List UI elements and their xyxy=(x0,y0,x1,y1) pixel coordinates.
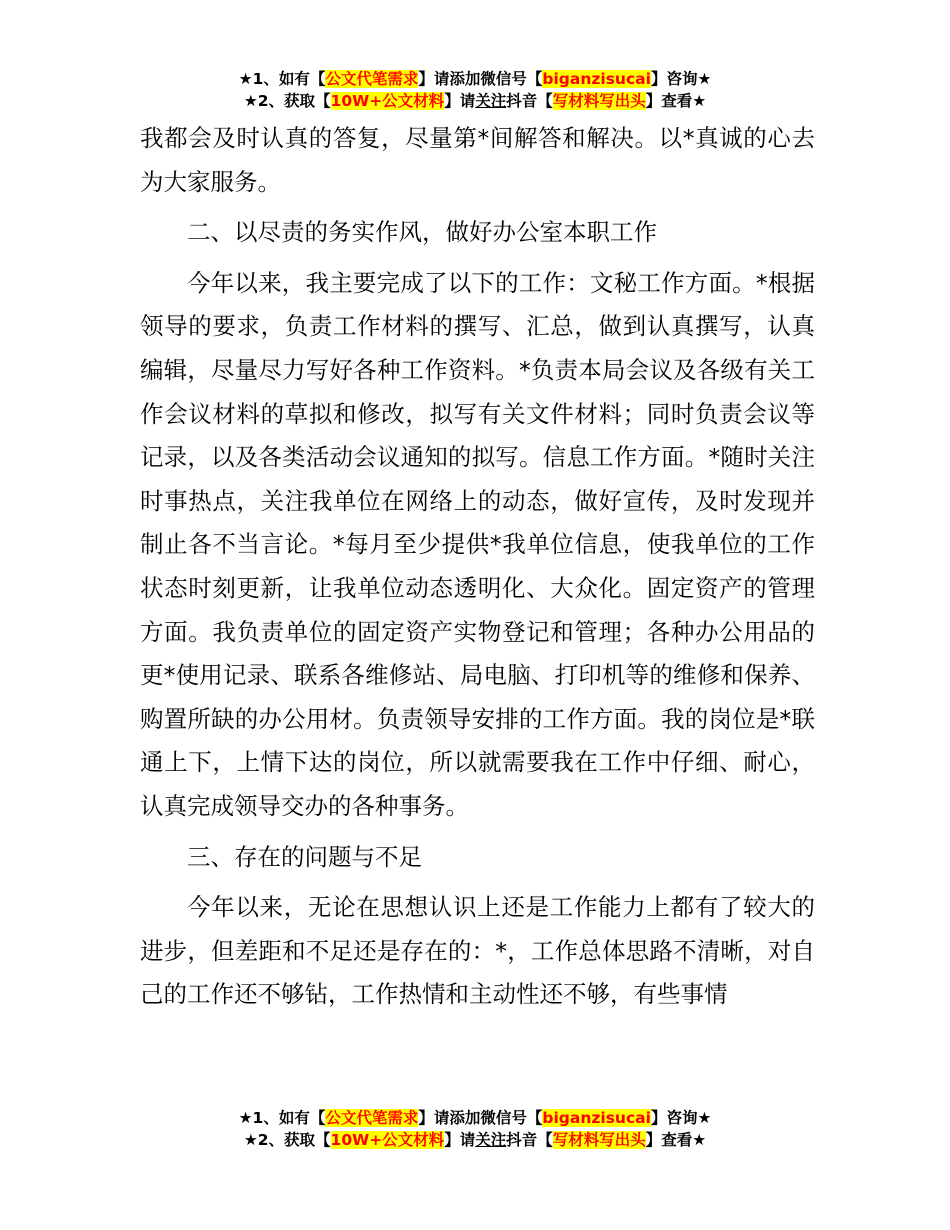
notice-text: 微信号【 xyxy=(480,70,543,88)
footer-notice xyxy=(0,1107,950,1151)
notice-text: 抖音【 xyxy=(506,1131,553,1149)
highlight-wechat-id: biganzisucai xyxy=(542,1109,651,1127)
star-icon: ★ xyxy=(243,1131,258,1149)
notice-text: 】请 xyxy=(444,1131,476,1149)
highlight-materials: 10W+公文材料 xyxy=(330,1131,445,1149)
star-icon: ★ xyxy=(697,70,712,88)
star-icon: ★ xyxy=(697,1109,712,1127)
notice-line-1 xyxy=(0,68,950,90)
star-icon: ★ xyxy=(238,70,253,88)
header-notice xyxy=(0,68,950,112)
paragraph-problems: 今年以来，无论在思想认识上还是工作能力上都有了较大的进步，但差距和不足还是存在的：*，工作总体思路不清晰，对自己的工作还不够钻，工作热情和主动性还不够，有些事情 xyxy=(140,893,815,1009)
notice-text: 】请添加 xyxy=(418,1109,481,1127)
notice-text: 抖音【 xyxy=(506,92,553,110)
star-icon: ★ xyxy=(238,1109,253,1127)
notice-line-2 xyxy=(0,1129,950,1151)
underlined-follow: 关注 xyxy=(475,92,507,110)
paragraph-continuation: 我都会及时认真的答复，尽量第*间解答和解决。以*真诚的心去为大家服务。 xyxy=(140,124,815,196)
notice-text: 微信号【 xyxy=(480,1109,543,1127)
notice-text: 】查看 xyxy=(645,92,693,110)
notice-text: 】查看 xyxy=(645,1131,693,1149)
section-heading-2: 二、以尽责的务实作风，做好办公室本职工作 xyxy=(187,218,657,247)
notice-text: 】请添加 xyxy=(418,70,481,88)
paragraph-work-summary: 今年以来，我主要完成了以下的工作：文秘工作方面。*根据领导的要求，负责工作材料的撰写、汇总，做到认真撰写，认真编辑，尽量尽力写好各种工作资料。*负责本局会议及各级有关工作会议材料的草拟和修改，拟写有关文件材料；同时负责会议等记录，以及各类活动会议通知的拟写。信息工作方面。*随时关注时事热点，关注我单位在网络上的动态，做好宣传，及时发现并制止各不当言论。*每月至少提供*我单位信息，使我单位的工作状态时刻更新，让我单位动态透明化、大众化。固定资产的管理方面。我负责单位的固定资产实物登记和管理；各种办公用品的更*使用记录、联系各维修站、局电脑、打印机等的维修和保养、购置所缺的办公用材。负责领导安排的工作方面。我的岗位是*联通上下，上情下达的岗位，所以就需要我在工作中仔细、耐心，认真完成领导交办的各种事务。 xyxy=(140,268,815,820)
notice-line-2 xyxy=(0,90,950,112)
star-icon: ★ xyxy=(692,92,707,110)
section-heading-3: 三、存在的问题与不足 xyxy=(187,842,422,871)
notice-text: 2、获取【 xyxy=(257,1131,331,1149)
star-icon: ★ xyxy=(243,92,258,110)
notice-text: 2、获取【 xyxy=(257,92,331,110)
notice-line-1 xyxy=(0,1107,950,1129)
notice-text: 】请 xyxy=(444,92,476,110)
highlight-ghostwriting: 公文代笔需求 xyxy=(325,70,419,88)
highlight-materials: 10W+公文材料 xyxy=(330,92,445,110)
highlight-douyin: 写材料写出头 xyxy=(552,1131,646,1149)
notice-text: 1、如有【 xyxy=(252,70,326,88)
highlight-douyin: 写材料写出头 xyxy=(552,92,646,110)
star-icon: ★ xyxy=(692,1131,707,1149)
notice-text: 】咨询 xyxy=(650,70,698,88)
highlight-ghostwriting: 公文代笔需求 xyxy=(325,1109,419,1127)
highlight-wechat-id: biganzisucai xyxy=(542,70,651,88)
notice-text: 】咨询 xyxy=(650,1109,698,1127)
document-body xyxy=(140,117,815,1017)
notice-text: 1、如有【 xyxy=(252,1109,326,1127)
underlined-follow: 关注 xyxy=(475,1131,507,1149)
